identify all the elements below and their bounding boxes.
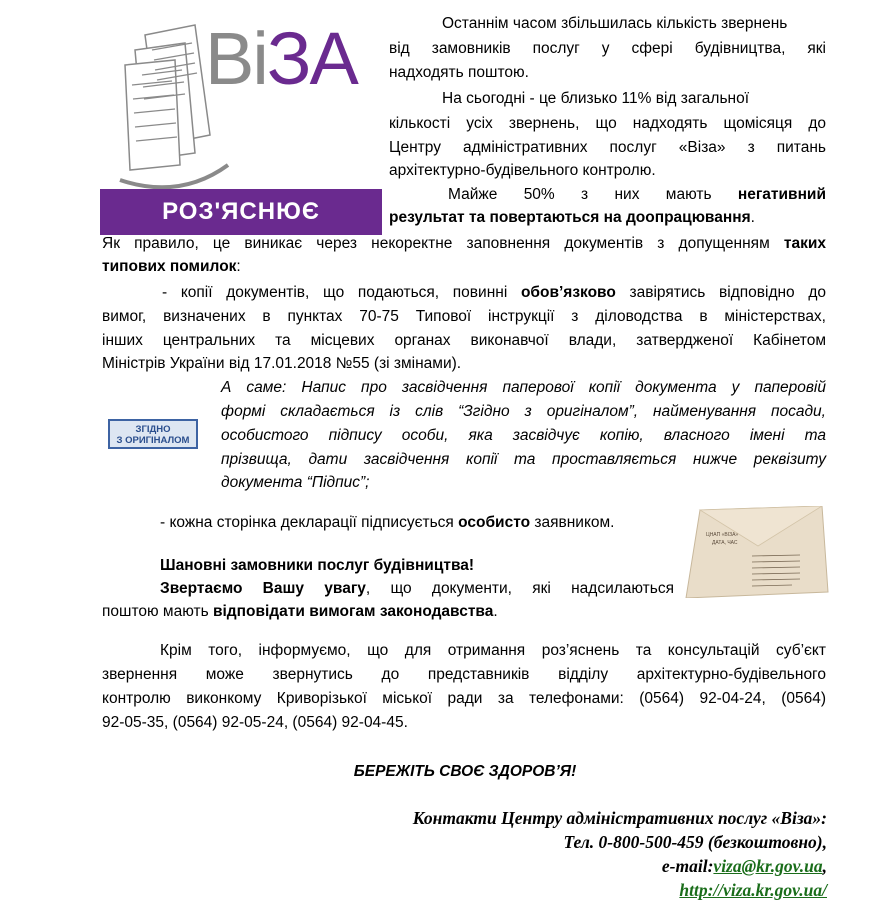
viza-logo	[100, 15, 382, 225]
appeal-line-1: Звертаємо Вашу увагу, що документи, які надсилаються	[160, 580, 674, 597]
logo-wordmark: ВіЗА	[205, 17, 357, 100]
contacts-block	[413, 806, 827, 902]
contacts-phone: Тел. 0-800-500-459 (безкоштовно),	[563, 832, 827, 852]
envelope-image	[682, 506, 830, 598]
info-line-4: 92-05-35, (0564) 92-05-24, (0564) 92-04-45.	[102, 714, 408, 731]
logo-band	[100, 189, 382, 235]
info-line-1: Крім того, інформуємо, що для отримання роз’яснень та консультацій суб’єкт	[160, 642, 826, 659]
intro-line-3: надходять поштою.	[389, 64, 529, 81]
intro-line-1: Останнім часом збільшилась кількість звернень	[442, 15, 788, 32]
bullet-line-2: вимог, визначених в пунктах 70-75 Типової інструкції з діловодства в міністерствах,	[102, 308, 826, 325]
body-line-1: Як правило, це виникає через некоректне заповнення документів з допущенням таких	[102, 235, 826, 252]
body-line-2: типових помилок:	[102, 258, 241, 275]
intro-line-2: від замовників послуг у сфері будівництва, які	[389, 40, 826, 57]
quote-line-2: формі складається із слів “Згідно з оригіналом”, найменування посади,	[221, 403, 826, 420]
intro-line-4: На сьогодні - це близько 11% від загальної	[442, 90, 750, 107]
intro-line-6: Центру адміністративних послуг «Віза» з питань	[389, 139, 826, 156]
quote-line-4: прізвища, дати засвідчення копії та проставляється нижче реквізиту	[221, 451, 826, 468]
intro-line-9: результат та повертаються на доопрацювання.	[389, 209, 755, 226]
website-link[interactable]: http://viza.kr.gov.ua/	[679, 880, 827, 900]
bullet-line-1: - копії документів, що подаються, повинні обов’язково завірятись відповідно до	[162, 284, 826, 301]
bullet-line-4: Міністрів України від 17.01.2018 №55 (зі змінами).	[102, 355, 462, 372]
quote-line-5: документа “Підпис”;	[221, 474, 370, 491]
email-link[interactable]: viza@kr.gov.ua	[713, 856, 823, 876]
contacts-title: Контакти Центру адміністративних послуг «Віза»:	[412, 808, 827, 828]
stamp-line-2: З ОРИГІНАЛОМ	[116, 435, 190, 446]
contacts-email-line: e-mail:viza@kr.gov.ua,	[661, 856, 827, 876]
intro-line-7: архітектурно-будівельного контролю.	[389, 162, 656, 179]
appeal-line-2: поштою мають відповідати вимогам законодавства.	[102, 603, 498, 620]
envelope-addr-1: ЦНАП «ВІЗА»	[706, 532, 739, 538]
declaration-line: - кожна сторінка декларації підписується особисто заявником.	[160, 514, 615, 531]
quote-line-1: А саме: Напис про засвідчення паперової копії документа у паперовій	[221, 379, 826, 396]
intro-line-5: кількості усіх звернень, що надходять щомісяця до	[389, 115, 826, 132]
intro-line-8: Майже 50% з них мають негативний	[448, 186, 826, 203]
bullet-line-3: інших центральних та місцевих органах виконавчої влади, затвердженої Кабінетом	[102, 332, 826, 349]
info-line-3: контролю виконкому Криворізької міської ради за телефонами: (0564) 92-04-24, (0564)	[102, 690, 826, 707]
health-slogan: БЕРЕЖІТЬ СВОЄ ЗДОРОВ’Я!	[353, 763, 577, 780]
quote-line-3: особистого підпису особи, яка засвідчує копію, власного імені та	[221, 427, 826, 444]
logo-band-text: РОЗ'ЯСНЮЄ	[162, 198, 320, 225]
stamp-image	[108, 419, 198, 449]
appeal-title: Шановні замовники послуг будівництва!	[160, 557, 475, 574]
stamp-line-1: ЗГІДНО	[135, 424, 171, 435]
info-line-2: звернення може звернутись до представників відділу архітектурно-будівельного	[102, 666, 826, 683]
contacts-url-line	[413, 878, 827, 902]
envelope-addr-2: ДАТА, ЧАС	[712, 540, 738, 546]
